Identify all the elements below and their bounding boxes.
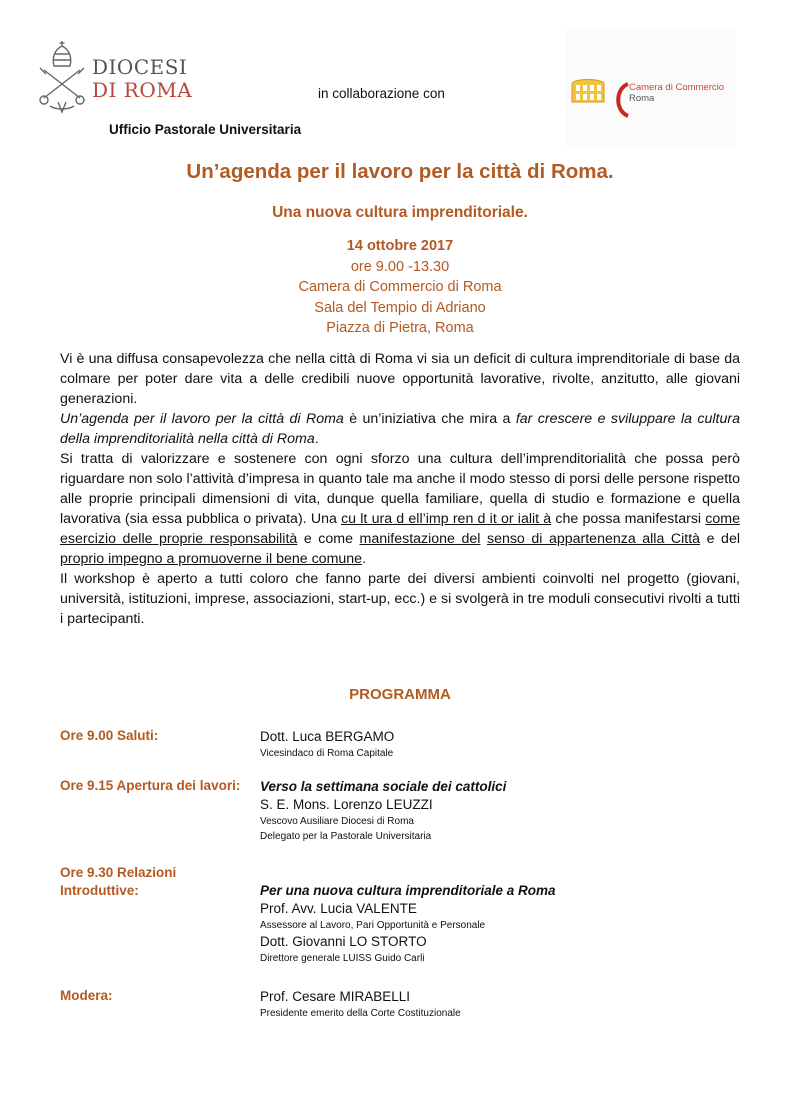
p3-text5: e del xyxy=(700,531,740,547)
initiative-goal: far crescere e sviluppare la cultura della imprenditorialità nella città di Roma xyxy=(60,411,741,447)
session-2-details xyxy=(260,778,740,844)
diocese-logo xyxy=(32,40,202,116)
event-venue: Camera di Commercio di Roma xyxy=(298,279,502,295)
session-3-speaker-2: Dott. Giovanni LO STORTO xyxy=(260,934,427,949)
session-3-time-line1: Ore 9.30 Relazioni xyxy=(60,865,177,880)
session-3-speaker-1: Prof. Avv. Lucia VALENTE xyxy=(260,901,417,916)
p3-text2: che possa manifestarsi xyxy=(551,511,706,527)
session-2-speaker: S. E. Mons. Lorenzo LEUZZI xyxy=(260,797,433,812)
intro-paragraph-2 xyxy=(60,409,740,449)
chamber-line2: Roma xyxy=(629,93,655,104)
p3-underline-5: proprio impegno a promuoverne il bene comune xyxy=(60,551,363,567)
moderator-role: Presidente emerito della Corte Costituzionale xyxy=(260,1008,461,1019)
event-title: Un’agenda per il lavoro per la città di Roma. xyxy=(186,160,614,183)
chamber-of-commerce-logo xyxy=(566,30,736,148)
initiative-name: Un’agenda per il lavoro per la città di Roma xyxy=(60,411,344,427)
session-1-speaker: Dott. Luca BERGAMO xyxy=(260,729,395,744)
moderator-label: Modera: xyxy=(60,988,113,1003)
event-date: 14 ottobre 2017 xyxy=(346,238,454,254)
chamber-line1: Camera di Commercio xyxy=(629,82,725,93)
intro-paragraph-4: Il workshop è aperto a tutti coloro che fanno parte dei diversi ambienti coinvolti nel progetto (giovani, università, istituzioni, imprese, associazioni, start-up, ecc.) e si svolgerà in tre moduli consecutivi rivolti a tutti i partecipanti. xyxy=(60,571,740,627)
session-1-details xyxy=(260,728,740,761)
p3-text1: Si tratta di valorizzare e sostenere con ogni sforzo una cultura dell’imprenditorialità che possa però riguardare non solo l’attività d’impresa in quanto tale ma anche il modo stesso di porsi delle persone rispetto alle proprie principali dimensioni di vita, dunque quella familiare, quella di studio e formazione e quella lavorativa (sia essa pubblica o privata). Una xyxy=(60,451,740,527)
diocese-name xyxy=(92,56,192,102)
event-subtitle: Una nuova cultura imprenditoriale. xyxy=(272,204,528,221)
intro-text xyxy=(60,349,740,629)
p2-text2: . xyxy=(314,431,319,447)
session-2-role-1: Vescovo Ausiliare Diocesi di Roma xyxy=(260,816,414,827)
session-3-time-line2: Introduttive: xyxy=(60,883,139,898)
diocese-line1: DIOCESI xyxy=(92,55,188,79)
session-3-talk: Per una nuova cultura imprenditoriale a Roma xyxy=(260,883,556,898)
intro-paragraph-1: Vi è una diffusa consapevolezza che nella città di Roma vi sia un deficit di cultura imprenditoriale di base da colmare per poter dare vita a delle credibili nuove opportunità lavorative, rivolte, anzitutto, alle giovani generazioni. xyxy=(60,351,740,407)
diocese-line2: DI ROMA xyxy=(92,78,193,102)
chamber-name xyxy=(629,82,724,104)
p3-underline-3: manifestazione del xyxy=(359,531,481,547)
session-1-role: Vicesindaco di Roma Capitale xyxy=(260,748,394,759)
moderator-name: Prof. Cesare MIRABELLI xyxy=(260,989,411,1004)
colosseum-icon xyxy=(568,70,608,110)
p3-text3: e come xyxy=(297,531,360,547)
session-3-role-1: Assessore al Lavoro, Pari Opportunità e Personale xyxy=(260,920,486,931)
session-1-time: Ore 9.00 Saluti: xyxy=(60,728,159,743)
session-2-talk: Verso la settimana sociale dei cattolici xyxy=(260,779,507,794)
event-info xyxy=(0,236,800,339)
session-2-time: Ore 9.15 Apertura dei lavori: xyxy=(60,778,241,793)
program-heading: PROGRAMMA xyxy=(349,686,451,703)
p3-underline-1: cu lt ura d ell’imp ren d it or ialit à xyxy=(341,511,552,527)
event-time: ore 9.00 -13.30 xyxy=(350,258,450,275)
session-2-role-2: Delegato per la Pastorale Universitaria xyxy=(260,831,432,842)
collaboration-text: in collaborazione con xyxy=(318,86,445,101)
p3-underline-4: senso di appartenenza alla Città xyxy=(486,531,701,547)
intro-paragraph-3 xyxy=(60,449,740,569)
office-name: Ufficio Pastorale Universitaria xyxy=(109,122,302,137)
moderator-details xyxy=(260,988,740,1021)
p3-underline-2: come esercizio delle proprie responsabilità xyxy=(60,511,740,547)
session-3-time xyxy=(60,864,176,900)
p2-text1: è un’iniziativa che mira a xyxy=(343,411,516,427)
p3-text6: . xyxy=(362,551,367,567)
session-3-details xyxy=(260,882,740,966)
session-3-role-2: Direttore generale LUISS Guido Carli xyxy=(260,953,425,964)
event-address: Piazza di Pietra, Roma xyxy=(326,320,474,336)
papal-crest-icon xyxy=(32,40,92,114)
event-room: Sala del Tempio di Adriano xyxy=(314,299,486,316)
